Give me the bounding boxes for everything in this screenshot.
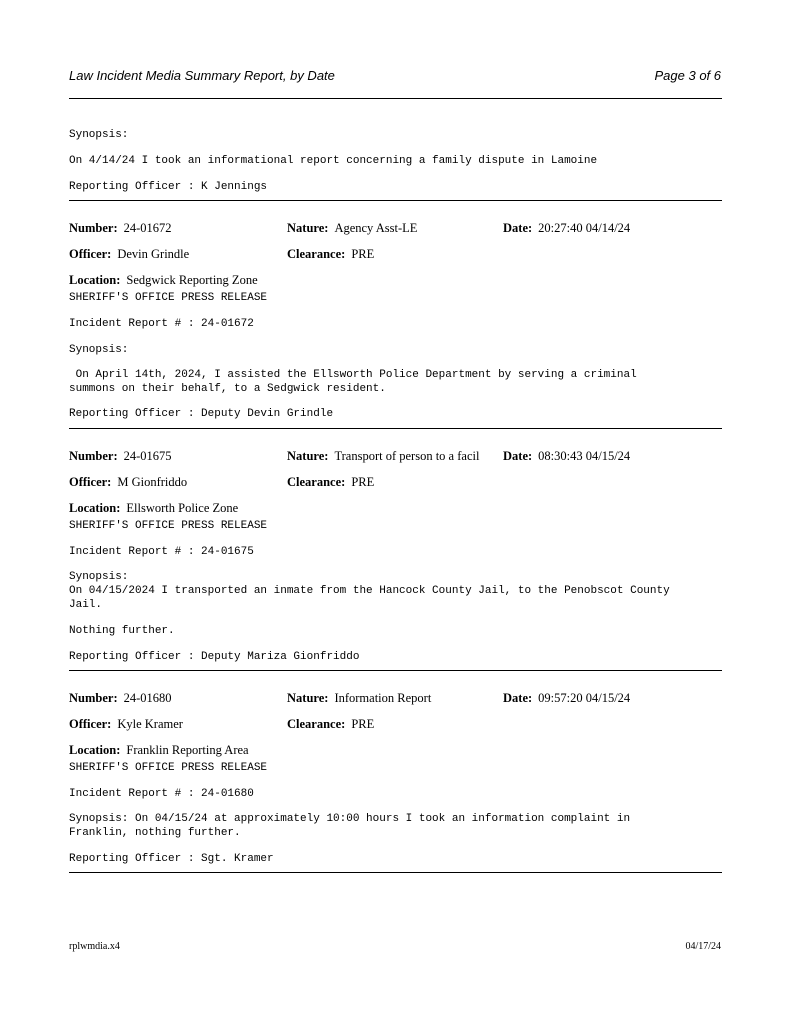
incident-officer-field [69, 717, 183, 732]
incident-clearance-field [287, 475, 374, 490]
synopsis-text: On April 14th, 2024, I assisted the Ellsworth Police Department by serving a criminal summons on their behalf, to a Sedgwick resident. [69, 369, 637, 395]
incident-number: 24-01675 [123, 449, 172, 463]
clearance-label: Clearance: [287, 475, 346, 489]
incident-date-field [503, 221, 630, 236]
number-label: Number: [69, 449, 118, 463]
incident-officer-field [69, 247, 189, 262]
incident-clearance: PRE [351, 475, 375, 489]
incident-nature-field [287, 449, 479, 464]
incident-number-field [69, 449, 172, 464]
incident-nature: Information Report [334, 691, 432, 705]
officer-label: Officer: [69, 475, 112, 489]
reporting-officer: Reporting Officer : Deputy Mariza Gionfriddo [69, 651, 360, 663]
press-release-heading: SHERIFF'S OFFICE PRESS RELEASE [69, 762, 268, 774]
incident-location: Ellsworth Police Zone [126, 501, 239, 515]
report-title: Law Incident Media Summary Report, by Date [69, 68, 335, 83]
incident-location-field [69, 501, 238, 516]
incident-officer: Devin Grindle [117, 247, 190, 261]
incident-divider [69, 200, 722, 201]
incident-nature-field [287, 221, 417, 236]
incident-number: 24-01680 [123, 691, 172, 705]
incident-location-field [69, 273, 258, 288]
incident-divider [69, 670, 722, 671]
nature-label: Nature: [287, 449, 329, 463]
prev-synopsis-label: Synopsis: [69, 129, 129, 141]
incident-divider [69, 428, 722, 429]
incident-number: 24-01672 [123, 221, 172, 235]
incident-report-number: Incident Report # : 24-01680 [69, 788, 254, 800]
nature-label: Nature: [287, 221, 329, 235]
page-number: Page 3 of 6 [654, 68, 721, 83]
incident-date: 09:57:20 04/15/24 [538, 691, 631, 705]
synopsis-label: Synopsis: [69, 344, 129, 356]
clearance-label: Clearance: [287, 247, 346, 261]
incident-officer: M Gionfriddo [117, 475, 188, 489]
prev-reporting-officer: Reporting Officer : K Jennings [69, 181, 268, 193]
officer-label: Officer: [69, 247, 112, 261]
incident-report-number: Incident Report # : 24-01672 [69, 318, 254, 330]
synopsis-text: Synopsis: On 04/15/2024 I transported an inmate from the Hancock County Jail, to the Penobscot County Jail. [69, 571, 670, 611]
footer-date: 04/17/24 [685, 941, 721, 952]
date-label: Date: [503, 691, 533, 705]
incident-nature: Agency Asst-LE [334, 221, 418, 235]
incident-clearance: PRE [351, 247, 375, 261]
location-label: Location: [69, 501, 121, 515]
incident-clearance-field [287, 717, 374, 732]
incident-nature-field [287, 691, 431, 706]
incident-location: Franklin Reporting Area [126, 743, 249, 757]
incident-officer-field [69, 475, 187, 490]
location-label: Location: [69, 273, 121, 287]
number-label: Number: [69, 221, 118, 235]
header-divider [69, 98, 722, 99]
officer-label: Officer: [69, 717, 112, 731]
synopsis-text: Synopsis: On 04/15/24 at approximately 10:00 hours I took an information complaint in Franklin, nothing further. [69, 813, 631, 839]
prev-synopsis-text: On 4/14/24 I took an informational report concerning a family dispute in Lamoine [69, 155, 598, 167]
incident-report-number: Incident Report # : 24-01675 [69, 546, 254, 558]
incident-date-field [503, 449, 630, 464]
reporting-officer: Reporting Officer : Sgt. Kramer [69, 853, 274, 865]
incident-location: Sedgwick Reporting Zone [126, 273, 258, 287]
incident-officer: Kyle Kramer [117, 717, 183, 731]
incident-date: 08:30:43 04/15/24 [538, 449, 631, 463]
incident-number-field [69, 221, 172, 236]
incident-date: 20:27:40 04/14/24 [538, 221, 631, 235]
footer-report-id: rplwmdia.x4 [69, 941, 120, 952]
incident-clearance-field [287, 247, 374, 262]
incident-date-field [503, 691, 630, 706]
incident-clearance: PRE [351, 717, 375, 731]
press-release-heading: SHERIFF'S OFFICE PRESS RELEASE [69, 292, 268, 304]
incident-nature: Transport of person to a facil [334, 449, 480, 463]
incident-number-field [69, 691, 172, 706]
nature-label: Nature: [287, 691, 329, 705]
press-release-heading: SHERIFF'S OFFICE PRESS RELEASE [69, 520, 268, 532]
date-label: Date: [503, 449, 533, 463]
reporting-officer: Reporting Officer : Deputy Devin Grindle [69, 408, 334, 420]
date-label: Date: [503, 221, 533, 235]
number-label: Number: [69, 691, 118, 705]
location-label: Location: [69, 743, 121, 757]
synopsis-note: Nothing further. [69, 625, 175, 637]
clearance-label: Clearance: [287, 717, 346, 731]
incident-divider [69, 872, 722, 873]
incident-location-field [69, 743, 249, 758]
